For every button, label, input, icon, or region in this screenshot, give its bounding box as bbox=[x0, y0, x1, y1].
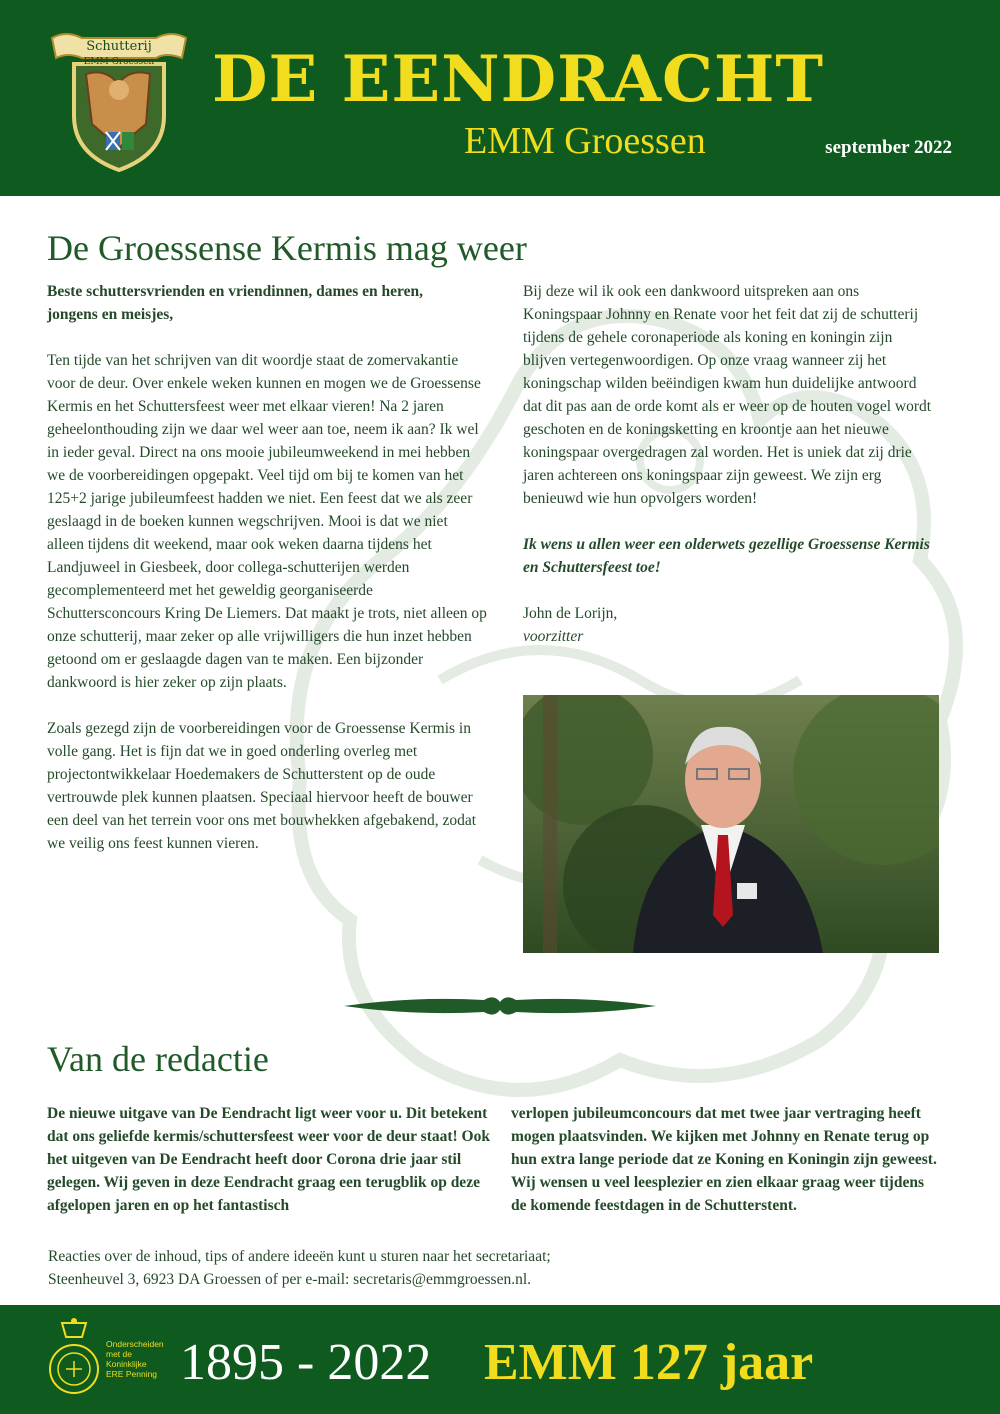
footer-banner bbox=[0, 1305, 1000, 1414]
crest-banner-line1: Schutterij bbox=[86, 39, 152, 54]
masthead bbox=[0, 0, 1000, 196]
medal-caption-line: met de bbox=[106, 1349, 132, 1359]
salutation-line2: jongens en meisjes, bbox=[47, 306, 174, 323]
crest-banner-line2: EMM Groessen bbox=[83, 57, 155, 67]
royal-medal-icon bbox=[48, 1317, 100, 1401]
issue-date: september 2022 bbox=[825, 137, 952, 158]
chairman-photo bbox=[523, 695, 939, 953]
article-heading-redactie: Van de redactie bbox=[47, 1039, 269, 1079]
newsletter-title: DE EENDRACHT bbox=[212, 42, 824, 117]
article1-paragraph3: Bij deze wil ik ook een dankwoord uitspreken aan ons Koningspaar Johnny en Renate voor het feit dat zij de schutterij tijdens de gehele coronaperiode als koning en koningin zijn blijven vertegenwoordigen. Op onze vraag wanneer zij het koningschap wilden beëindigen kwam hun duidelijke antwoord dat dit pas aan de orde komt als er weer op de houten vogel wordt geschoten en de koningsketting en kroontje aan het nieuwe koningspaar overgedragen zal worden. Het is uniek dat zij drie jaren achtereen ons koningspaar zijn geweest. We zijn erg benieuwd wie hun opvolgers worden! bbox=[523, 283, 932, 507]
newsletter-subtitle: EMM Groessen bbox=[464, 120, 706, 162]
signature bbox=[523, 602, 938, 648]
contact-line1: Reacties over de inhoud, tips of andere ideeën kunt u sturen naar het secretariaat; bbox=[48, 1248, 551, 1265]
contact-line2: Steenheuvel 3, 6923 DA Groessen of per e-mail: secretaris@emmgroessen.nl. bbox=[48, 1271, 532, 1288]
medal-caption-line: ERE Penning bbox=[106, 1369, 158, 1379]
signature-name: John de Lorijn, bbox=[523, 605, 618, 622]
divider-ornament bbox=[344, 992, 656, 1020]
anniversary-label: EMM 127 jaar bbox=[484, 1334, 814, 1391]
medal-caption bbox=[106, 1339, 166, 1379]
redactie-right-column: verlopen jubileumconcours dat met twee jaar vertraging heeft mogen plaatsvinden. We kijken met Johnny en Renate terug op hun extra lange periode dat ze Koning en Koningin zijn geweest. Wij wensen u veel leesplezier en zien elkaar graag weer tijdens de komende feestdagen in de Schutterstent. bbox=[511, 1105, 937, 1214]
closing-wish: Ik wens u allen weer een olderwets gezellige Groessense Kermis en Schuttersfeest toe! bbox=[523, 536, 930, 576]
article1-right-column bbox=[523, 280, 938, 648]
signature-role: voorzitter bbox=[523, 628, 584, 645]
article-heading-kermis: De Groessense Kermis mag weer bbox=[47, 228, 527, 268]
article1-paragraph2: Zoals gezegd zijn de voorbereidingen voor de Groessense Kermis in volle gang. Het is fijn dat we in goed onderling overleg met projectontwikkelaar Hoedemakers de Schutterstent op de oude vertrouwde plek kunnen plaatsen. Speciaal hiervoor heeft de bouwer een deel van het terrein voor ons met bouwhekken afgebakend, zodat we veilig ons feest kunnen vieren. bbox=[47, 720, 477, 852]
article1-paragraph1: Ten tijde van het schrijven van dit woordje staat de zomervakantie voor de deur. Over enkele weken kunnen en mogen we de Groessense Kermis en het Schuttersfeest weer met elkaar vieren! Na 2 jaren geheelonthouding zijn we daar wel weer aan toe, neem ik aan? Ik wel in ieder geval. Direct na ons mooie jubileumweekend in mei hebben we de voorbereidingen opgepakt. Veel tijd om bij te komen van het 125+2 jarige jubileumfeest hadden we niet. Een feest dat we als zeer geslaagd in de boeken kunnen wegschrijven. Mooi is dat we niet alleen tijdens dit weekend, maar ook weken daarna tijdens het Landjuweel in Giesbeek, door collega-schutterijen werden gecomplementeerd met het geweldig georganiseerde Schuttersconcours Kring De Liemers. Dat maakt je trots, niet alleen op onze schutterij, maar zeker op alle vrijwilligers die hun inzet hebben getoond om er geslaagde dagen van te maken. Een bijzonder dankwoord is hier zeker op zijn plaats. bbox=[47, 352, 487, 691]
salutation bbox=[47, 280, 487, 326]
article1-left-column bbox=[47, 280, 487, 878]
medal-caption-line: Koninklijke bbox=[106, 1359, 147, 1369]
medal-caption-line: Onderscheiden bbox=[106, 1339, 164, 1349]
years-range: 1895 - 2022 bbox=[180, 1334, 432, 1391]
salutation-line1: Beste schuttersvrienden en vriendinnen, dames en heren, bbox=[47, 283, 424, 300]
redactie-left-column: De nieuwe uitgave van De Eendracht ligt weer voor u. Dit betekent dat ons geliefde kermis/schuttersfeest weer voor de deur staat! Ook het uitgeven van De Eendracht heeft door Corona drie jaar stil gelegen. Wij geven in deze Eendracht graag een terugblik op deze afgelopen jaren en op het fantastisch bbox=[47, 1105, 490, 1214]
crest-icon bbox=[46, 24, 192, 174]
contact-info bbox=[48, 1245, 551, 1291]
